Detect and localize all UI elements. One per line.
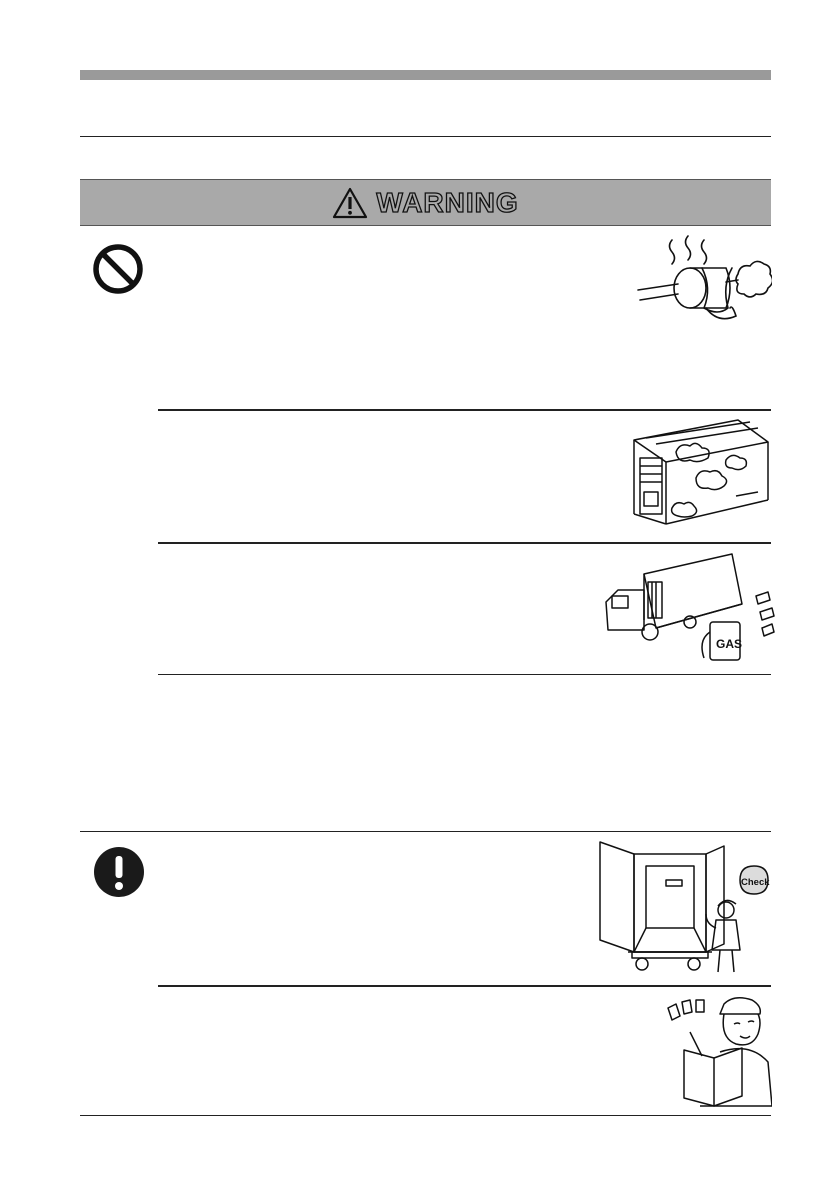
footer-rule (80, 1115, 771, 1116)
section-rule (158, 674, 771, 675)
mandatory-action-icon (91, 846, 147, 898)
header-rule (80, 136, 771, 137)
section-divider (80, 831, 771, 832)
warning-triangle-icon (332, 187, 368, 219)
section-rule (158, 985, 771, 987)
check-label: Check (741, 877, 770, 888)
reading-manual-illustration (662, 992, 772, 1108)
cargo-check-illustration (598, 840, 772, 976)
header-bar (80, 70, 771, 80)
gas-label: GAS (716, 637, 743, 651)
section-rule (158, 409, 771, 411)
warning-banner (80, 179, 771, 226)
warning-label: WARNING (376, 186, 519, 218)
heater-towel-illustration (636, 232, 772, 332)
section-rule (158, 542, 771, 544)
garage-fumes-illustration (626, 416, 772, 528)
truck-gas-pump-illustration (604, 550, 780, 672)
prohibition-icon (90, 243, 146, 295)
